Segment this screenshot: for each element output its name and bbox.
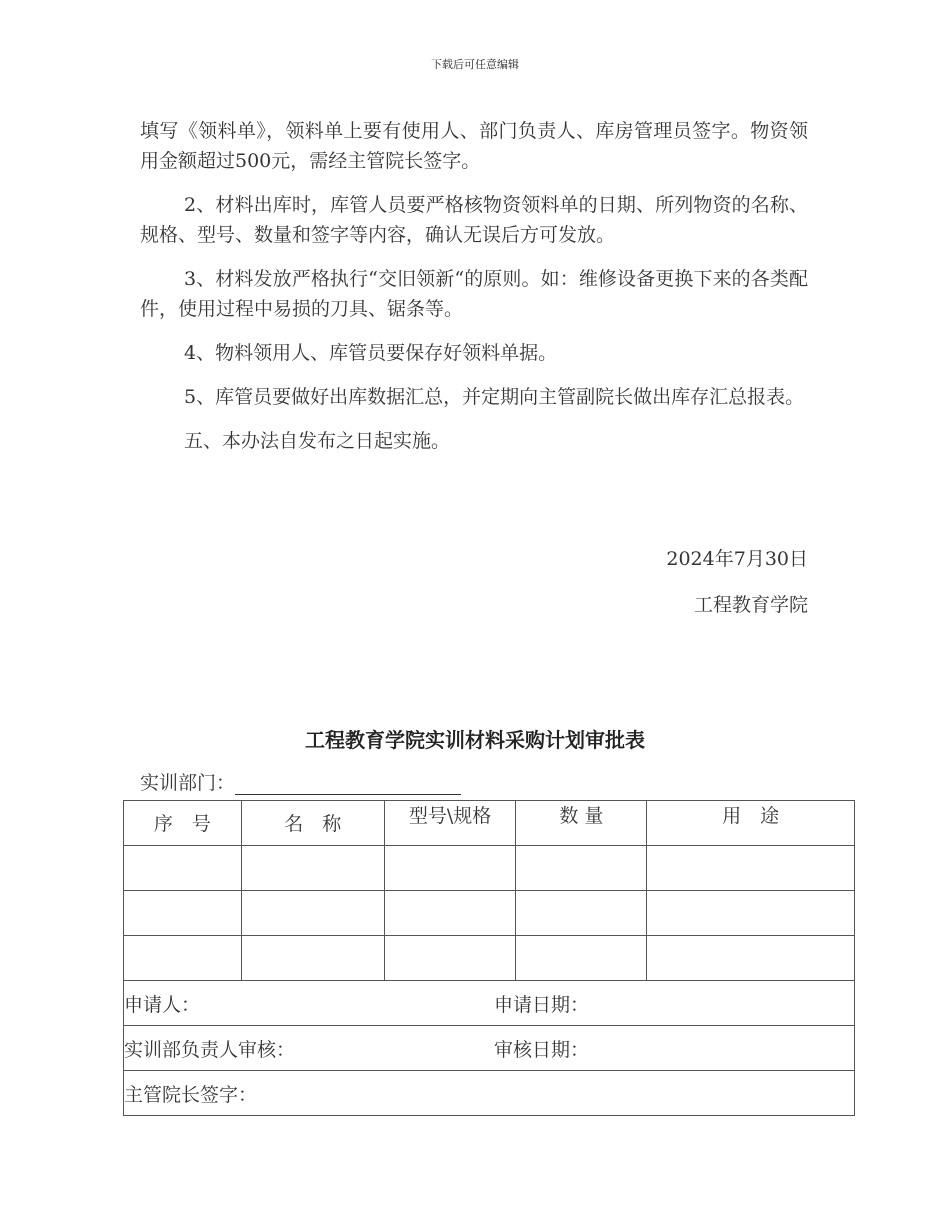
paragraph-1: 填写《领料单》，领料单上要有使用人、部门负责人、库房管理员签字。物资领用金额超过500元，需经主管院长签字。	[140, 120, 808, 172]
table-cell[interactable]	[647, 891, 855, 936]
dean-signature-row	[124, 1071, 855, 1116]
table-row	[124, 936, 855, 981]
approval-table	[123, 800, 855, 1116]
reviewer-label: 实训部负责人审核：	[124, 1038, 296, 1061]
col-header-spec: 型号\规格	[384, 801, 516, 846]
paragraph-5: 5、库管员要做好出库数据汇总，并定期向主管副院长做出库存汇总报表。	[184, 386, 805, 408]
paragraph-4: 4、物料领用人、库管员要保存好领料单据。	[184, 342, 558, 364]
table-cell[interactable]	[384, 846, 516, 891]
table-cell[interactable]	[384, 936, 516, 981]
applicant-label: 申请人：	[124, 993, 201, 1016]
table-cell[interactable]	[241, 846, 384, 891]
paragraph-3: 3、材料发放严格执行“交旧领新“的原则。如：维修设备更换下来的各类配件，使用过程中易损的刀具、锯条等。	[140, 268, 808, 320]
table-cell[interactable]	[241, 891, 384, 936]
issuing-organization: 工程教育学院	[693, 594, 808, 616]
reviewer-row	[124, 1026, 855, 1071]
form-title: 工程教育学院实训材料采购计划审批表	[305, 728, 645, 752]
col-header-quantity: 数 量	[516, 801, 647, 846]
table-cell[interactable]	[124, 846, 242, 891]
dept-blank-field[interactable]	[235, 774, 461, 795]
dean-signature-label: 主管院长签字：	[124, 1071, 855, 1116]
col-header-purpose: 用 途	[647, 801, 855, 846]
col-header-name: 名 称	[241, 801, 384, 846]
table-cell[interactable]	[384, 891, 516, 936]
page-header-note: 下载后可任意编辑	[431, 58, 519, 71]
body-text	[140, 116, 808, 470]
apply-date-label: 申请日期：	[494, 993, 590, 1016]
issue-date: 2024年7月30日	[666, 548, 808, 570]
table-row	[124, 846, 855, 891]
table-cell[interactable]	[516, 891, 647, 936]
dept-label: 实训部门：	[140, 772, 236, 794]
table-cell[interactable]	[124, 936, 242, 981]
paragraph-6: 五、本办法自发布之日起实施。	[184, 430, 451, 452]
table-cell[interactable]	[516, 846, 647, 891]
col-header-index: 序 号	[124, 801, 242, 846]
table-cell[interactable]	[647, 846, 855, 891]
table-row	[124, 891, 855, 936]
table-cell[interactable]	[124, 891, 242, 936]
applicant-row	[124, 981, 855, 1026]
dept-row	[140, 768, 461, 795]
paragraph-2: 2、材料出库时，库管人员要严格核物资领料单的日期、所列物资的名称、规格、型号、数量和签字等内容，确认无误后方可发放。	[140, 194, 808, 246]
table-cell[interactable]	[241, 936, 384, 981]
table-header-row	[124, 801, 855, 846]
table-cell[interactable]	[647, 936, 855, 981]
review-date-label: 审核日期：	[494, 1038, 590, 1061]
table-cell[interactable]	[516, 936, 647, 981]
